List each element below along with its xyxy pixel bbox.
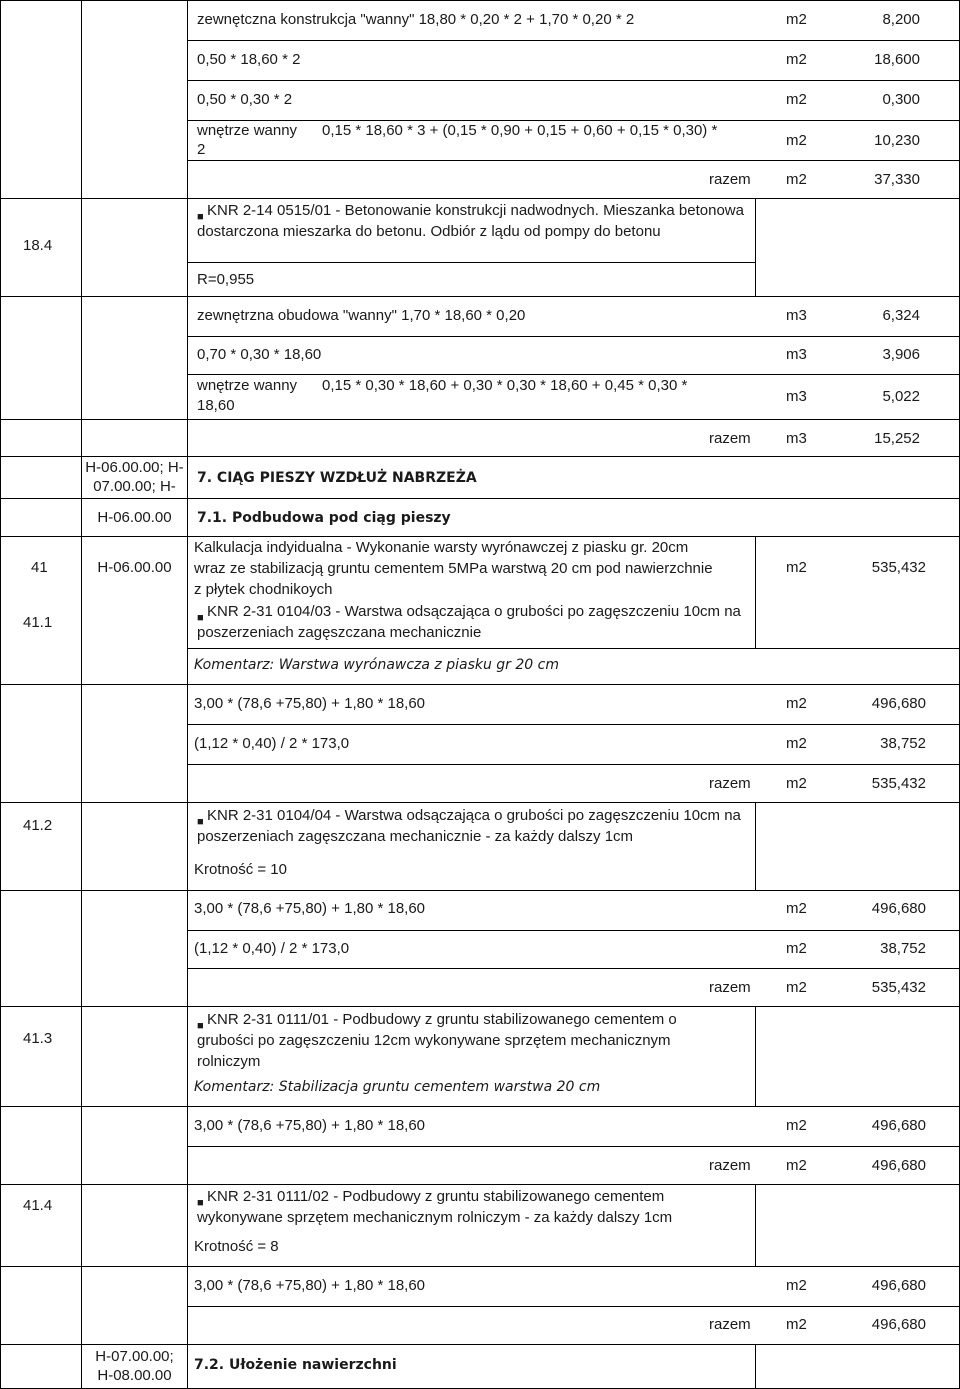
quantity-value: 8,200 bbox=[882, 11, 920, 28]
measurement-formula: 3,00 * (78,6 +75,80) + 1,80 * 18,60 bbox=[194, 1277, 426, 1294]
quantity-value: 535,432 bbox=[871, 979, 926, 996]
measurement-label: wnętrze wanny bbox=[197, 377, 298, 394]
bullet-icon: ■ bbox=[197, 1197, 204, 1209]
measurement-formula-cont: 18,60 bbox=[197, 397, 235, 414]
sum-label: razem bbox=[709, 979, 751, 996]
quantity-value: 5,022 bbox=[882, 388, 920, 405]
measurement-formula: 0,15 * 0,30 * 18,60 + 0,30 * 0,30 * 18,60 + 0,45 * 0,30 * bbox=[322, 377, 688, 394]
item-number: 41.2 bbox=[23, 817, 53, 834]
measurement-formula: 3,00 * (78,6 +75,80) + 1,80 * 18,60 bbox=[194, 1117, 426, 1134]
unit: m2 bbox=[786, 695, 807, 712]
item-number: 41.4 bbox=[23, 1197, 53, 1214]
unit: m2 bbox=[786, 171, 807, 188]
section-title: 7. CIĄG PIESZY WZDŁUŻ NABRZEŻA bbox=[197, 470, 477, 486]
unit: m3 bbox=[786, 307, 807, 324]
measurement-formula: zewnętczna konstrukcja "wanny" 18,80 * 0,20 * 2 + 1,70 * 0,20 * 2 bbox=[197, 11, 635, 28]
unit: m2 bbox=[786, 132, 807, 149]
unit: m2 bbox=[786, 1157, 807, 1174]
subsection-title: 7.1. Podbudowa pod ciąg pieszy bbox=[197, 510, 451, 526]
quantity-value: 15,252 bbox=[874, 430, 920, 447]
quantity-value: 6,324 bbox=[882, 307, 920, 324]
measurement-formula: 0,15 * 18,60 * 3 + (0,15 * 0,90 + 0,15 + 0,60 + 0,15 * 0,30) * bbox=[322, 122, 718, 139]
quantity-value: 535,432 bbox=[871, 559, 926, 576]
measurement-formula: (1,12 * 0,40) / 2 * 173,0 bbox=[194, 940, 350, 957]
section-code: H-07.00.00; bbox=[95, 1348, 174, 1365]
item-factor: Krotność = 8 bbox=[194, 1238, 279, 1255]
section-code: H-06.00.00; H- bbox=[85, 459, 184, 476]
item-factor: R=0,955 bbox=[197, 271, 255, 288]
bullet-icon: ■ bbox=[197, 211, 204, 223]
quantity-value: 496,680 bbox=[871, 695, 926, 712]
measurement-formula: 3,00 * (78,6 +75,80) + 1,80 * 18,60 bbox=[194, 695, 426, 712]
unit: m2 bbox=[786, 559, 807, 576]
knr-reference: KNR 2-31 0111/01 - Podbudowy z gruntu stabilizowanego cementem o grubości po zagęszczeniu 12cm wykonywane sprzętem mechanicznym rolniczym bbox=[197, 1011, 677, 1070]
sum-label: razem bbox=[709, 430, 751, 447]
unit: m2 bbox=[786, 900, 807, 917]
section-code: H-06.00.00 bbox=[97, 509, 172, 526]
unit: m2 bbox=[786, 979, 807, 996]
unit: m2 bbox=[786, 775, 807, 792]
unit: m2 bbox=[786, 735, 807, 752]
measurement-formula-cont: 2 bbox=[197, 141, 206, 158]
measurement-formula: 3,00 * (78,6 +75,80) + 1,80 * 18,60 bbox=[194, 900, 426, 917]
knr-reference: KNR 2-31 0104/04 - Warstwa odsączająca o grubości po zagęszczeniu 10cm na poszerzeniach zagęszczana mechanicznie - za każdy dalszy 1cm bbox=[197, 807, 741, 845]
unit: m2 bbox=[786, 51, 807, 68]
unit: m2 bbox=[786, 940, 807, 957]
section-code-cont: 07.00.00; H- bbox=[93, 478, 176, 495]
unit: m2 bbox=[786, 1277, 807, 1294]
sum-label: razem bbox=[709, 1157, 751, 1174]
measurement-formula: 0,50 * 0,30 * 2 bbox=[197, 91, 293, 108]
quantity-value: 496,680 bbox=[871, 1157, 926, 1174]
bullet-icon: ■ bbox=[197, 816, 204, 828]
quantity-value: 38,752 bbox=[880, 735, 926, 752]
sum-label: razem bbox=[709, 1316, 751, 1333]
bullet-icon: ■ bbox=[197, 612, 204, 624]
unit: m3 bbox=[786, 346, 807, 363]
quantity-value: 496,680 bbox=[871, 1277, 926, 1294]
measurement-formula: zewnętrzna obudowa "wanny" 1,70 * 18,60 * 0,20 bbox=[197, 307, 526, 324]
quantity-value: 496,680 bbox=[871, 900, 926, 917]
unit: m3 bbox=[786, 430, 807, 447]
item-number: 41.3 bbox=[23, 1030, 53, 1047]
measurement-formula: (1,12 * 0,40) / 2 * 173,0 bbox=[194, 735, 350, 752]
quantity-value: 496,680 bbox=[871, 1316, 926, 1333]
quantity-value: 535,432 bbox=[871, 775, 926, 792]
quantity-value: 0,300 bbox=[882, 91, 920, 108]
knr-reference: KNR 2-31 0104/03 - Warstwa odsączająca o grubości po zagęszczeniu 10cm na poszerzeniach zagęszczana mechanicznie bbox=[197, 603, 741, 641]
item-description: Kalkulacja indyidualna - Wykonanie warsty wyrónawczej z piasku gr. 20cm wraz ze stabilizacją gruntu cementem 5MPa warstwą 20 cm pod nawierzchnie z płytek chodnikoych bbox=[194, 539, 713, 598]
unit: m2 bbox=[786, 1117, 807, 1134]
item-number: 41.1 bbox=[23, 614, 53, 631]
item-code: H-06.00.00 bbox=[97, 559, 172, 576]
item-factor: Krotność = 10 bbox=[194, 861, 287, 878]
measurement-formula: 0,50 * 18,60 * 2 bbox=[197, 51, 301, 68]
quantity-value: 37,330 bbox=[874, 171, 920, 188]
measurement-formula: 0,70 * 0,30 * 18,60 bbox=[197, 346, 322, 363]
knr-reference: KNR 2-31 0111/02 - Podbudowy z gruntu stabilizowanego cementem wykonywane sprzętem mechanicznym rolniczym - za każdy dalszy 1cm bbox=[197, 1188, 673, 1226]
bullet-icon: ■ bbox=[197, 1020, 204, 1032]
quantity-value: 18,600 bbox=[874, 51, 920, 68]
item-number: 18.4 bbox=[23, 237, 53, 254]
quantity-value: 3,906 bbox=[882, 346, 920, 363]
unit: m2 bbox=[786, 1316, 807, 1333]
sum-label: razem bbox=[709, 171, 751, 188]
quantity-value: 38,752 bbox=[880, 940, 926, 957]
section-code-cont: H-08.00.00 bbox=[97, 1367, 172, 1384]
item-number: 41 bbox=[31, 559, 48, 576]
quantity-value: 10,230 bbox=[874, 132, 920, 149]
sum-label: razem bbox=[709, 775, 751, 792]
unit: m2 bbox=[786, 91, 807, 108]
measurement-label: wnętrze wanny bbox=[197, 122, 298, 139]
item-description: KNR 2-14 0515/01 - Betonowanie konstrukcji nadwodnych. Mieszanka betonowa dostarczona mieszarka do betonu. Odbiór z lądu od pompy do betonu bbox=[197, 202, 744, 240]
unit: m3 bbox=[786, 388, 807, 405]
item-comment: Komentarz: Warstwa wyrónawcza z piasku gr 20 cm bbox=[194, 657, 559, 673]
quantity-value: 496,680 bbox=[871, 1117, 926, 1134]
subsection-title: 7.2. Ułożenie nawierzchni bbox=[194, 1357, 397, 1373]
unit: m2 bbox=[786, 11, 807, 28]
item-comment: Komentarz: Stabilizacja gruntu cementem warstwa 20 cm bbox=[194, 1079, 601, 1095]
